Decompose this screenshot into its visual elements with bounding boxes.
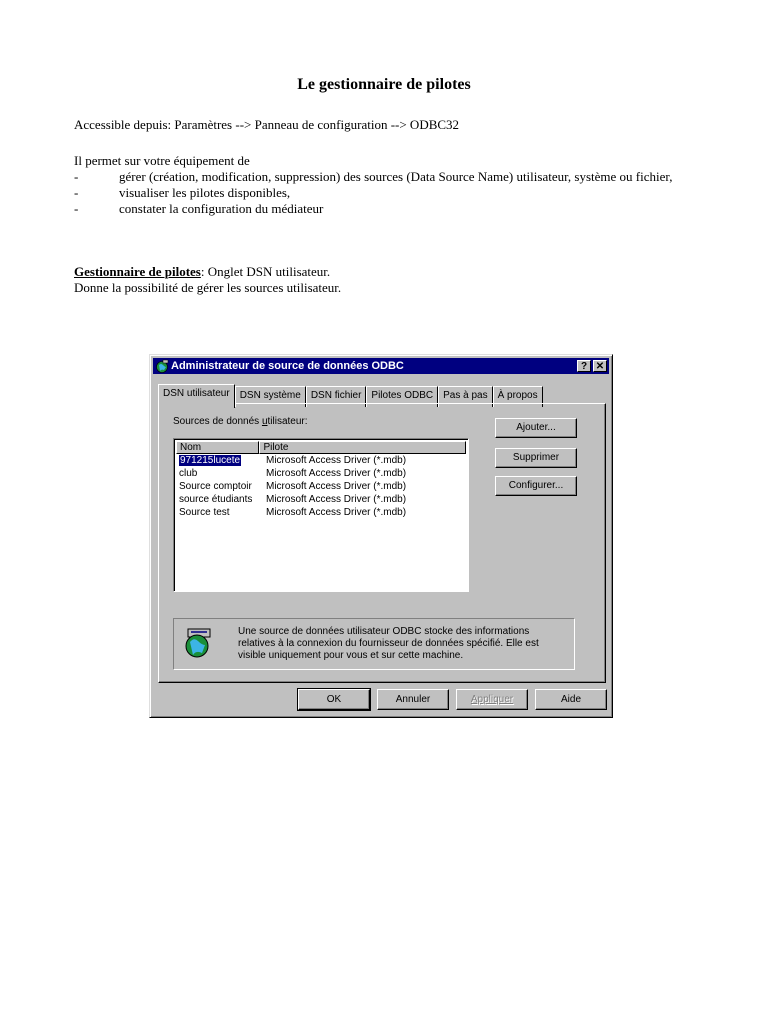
bullet-text: gérer (création, modification, suppression) des sources (Data Source Name) utilisateur, système ou fichier, xyxy=(119,169,673,184)
sources-listview[interactable] xyxy=(173,438,469,592)
cell-pilote: Microsoft Access Driver (*.mdb) xyxy=(266,468,407,479)
row-name: Source comptoir xyxy=(179,481,252,492)
tab-dsn-utilisateur[interactable]: DSN utilisateur xyxy=(158,384,235,408)
remove-button[interactable]: Supprimer xyxy=(495,448,577,468)
row-name: 971215lucete xyxy=(180,455,241,466)
bullet-text: visualiser les pilotes disponibles, xyxy=(119,185,291,200)
column-header-pilote[interactable]: Pilote xyxy=(259,441,466,454)
cell-pilote: Microsoft Access Driver (*.mdb) xyxy=(266,507,407,518)
sources-label-accel: u xyxy=(261,416,268,427)
bullet-marker: - xyxy=(74,201,79,216)
sources-label-part: tilisateur: xyxy=(267,416,308,427)
list-header xyxy=(176,441,466,454)
section-heading xyxy=(74,264,330,280)
section-description: Donne la possibilité de gérer les sources utilisateur. xyxy=(74,280,342,295)
document-title: Le gestionnaire de pilotes xyxy=(297,76,471,93)
odbc-globe-icon xyxy=(155,359,169,373)
cell-pilote: Microsoft Access Driver (*.mdb) xyxy=(266,494,407,505)
bullet-marker: - xyxy=(74,169,79,184)
dialog-title: Administrateur de source de données ODBC xyxy=(171,360,404,372)
ok-button[interactable]: OK xyxy=(298,689,370,710)
bullet-text: constater la configuration du médiateur xyxy=(119,201,324,216)
cell-nom xyxy=(176,454,260,467)
bullet-marker: - xyxy=(74,185,79,200)
row-name: source étudiants xyxy=(179,494,253,505)
add-button[interactable]: Ajouter... xyxy=(495,418,577,438)
tab-a-propos[interactable]: À propos xyxy=(493,386,543,407)
cell-pilote: Microsoft Access Driver (*.mdb) xyxy=(266,455,407,466)
list-item xyxy=(74,170,724,184)
row-name: Source test xyxy=(179,507,230,518)
table-row[interactable] xyxy=(176,506,468,519)
info-group xyxy=(173,618,575,670)
cell-nom xyxy=(176,506,260,519)
intro-text: Il permet sur votre équipement de xyxy=(74,153,250,168)
tab-strip xyxy=(158,384,543,404)
configure-button[interactable]: Configurer... xyxy=(495,476,577,496)
tab-dsn-fichier[interactable]: DSN fichier xyxy=(306,386,367,407)
list-rows xyxy=(176,454,468,519)
cell-nom xyxy=(176,493,260,506)
section-label: Gestionnaire de pilotes xyxy=(74,264,201,279)
table-row[interactable] xyxy=(176,454,468,467)
info-description: Une source de données utilisateur ODBC stocke des informations relatives à la connexion du fournisseur de données spécifié. Elle est visible uniquement pour vous et sur cette machine. xyxy=(238,626,539,661)
help-dialog-button[interactable]: Aide xyxy=(535,689,607,710)
apply-label: Appliquer xyxy=(470,694,514,705)
list-item xyxy=(74,202,724,216)
feature-list xyxy=(74,170,724,218)
section-suffix: : Onglet DSN utilisateur. xyxy=(200,264,331,279)
table-row[interactable] xyxy=(176,480,468,493)
odbc-dialog xyxy=(149,354,613,718)
help-button[interactable]: ? xyxy=(577,360,591,372)
cell-nom xyxy=(176,467,260,480)
row-name: club xyxy=(179,468,198,479)
data-source-globe-icon xyxy=(182,627,214,659)
dialog-titlebar[interactable] xyxy=(153,358,609,374)
table-row[interactable] xyxy=(176,467,468,480)
close-button[interactable]: ✕ xyxy=(593,360,607,372)
cell-nom xyxy=(176,480,260,493)
tab-dsn-systeme[interactable]: DSN système xyxy=(235,386,306,407)
apply-button[interactable] xyxy=(456,689,528,710)
tab-pas-a-pas[interactable]: Pas à pas xyxy=(438,386,492,407)
table-row[interactable] xyxy=(176,493,468,506)
tab-panel xyxy=(158,403,606,683)
access-path: Accessible depuis: Paramètres --> Panneau de configuration --> ODBC32 xyxy=(74,117,460,132)
list-item xyxy=(74,186,724,200)
cell-pilote: Microsoft Access Driver (*.mdb) xyxy=(266,481,407,492)
sources-label xyxy=(173,416,308,427)
cancel-button[interactable]: Annuler xyxy=(377,689,449,710)
sources-label-part: Sources de donnés xyxy=(173,416,262,427)
tab-pilotes-odbc[interactable]: Pilotes ODBC xyxy=(366,386,438,407)
column-header-nom[interactable]: Nom xyxy=(176,441,259,454)
